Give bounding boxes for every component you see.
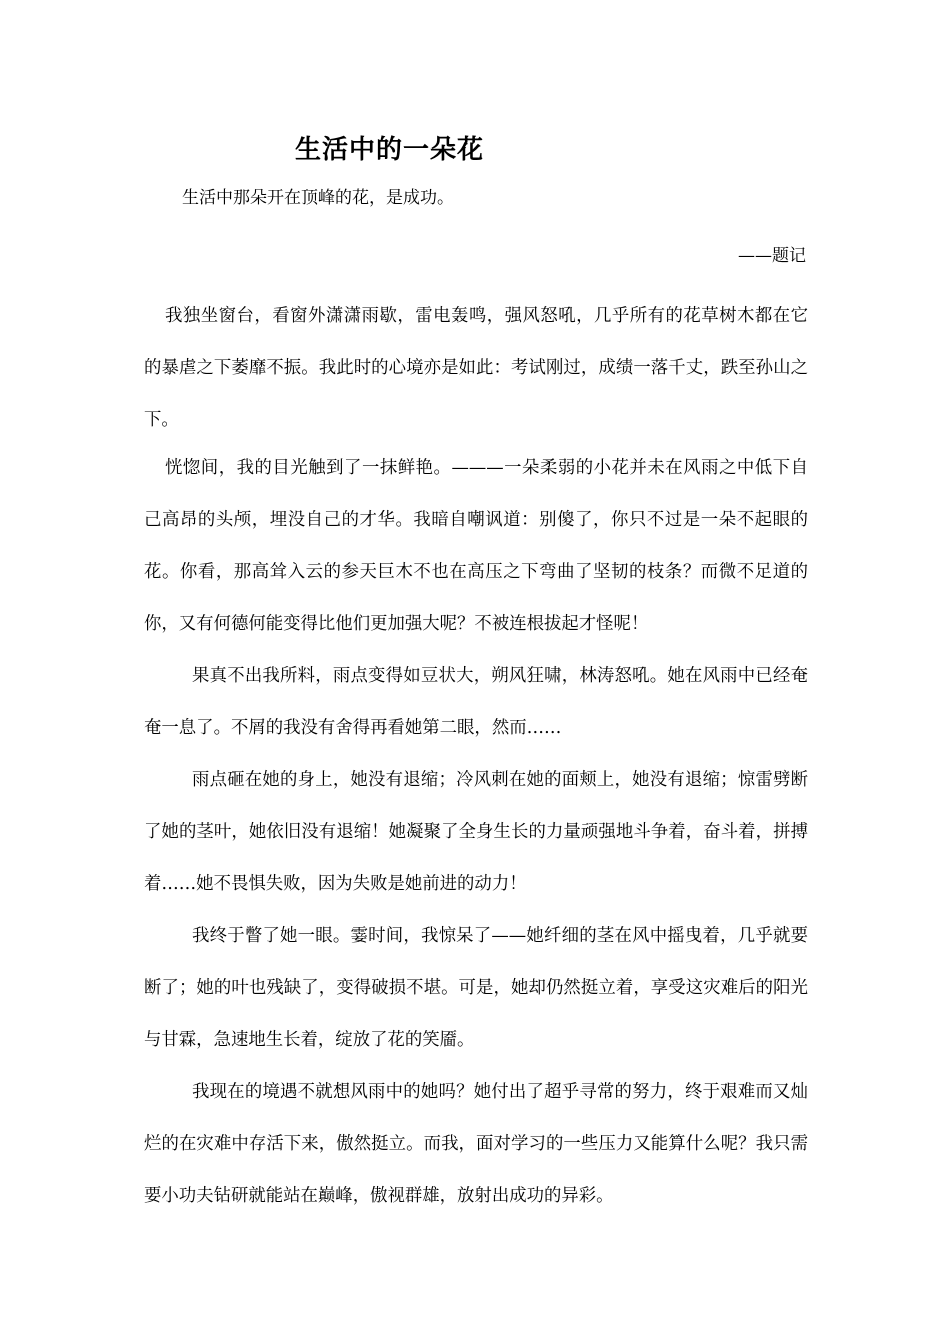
body-paragraph-4: 雨点砸在她的身上，她没有退缩；冷风刺在她的面颊上，她没有退缩；惊雷劈断了她的茎叶，她依旧没有退缩！她凝聚了全身生长的力量顽强地斗争着，奋斗着，拼搏着……她不畏惧失败，因为失败是她前进的动力！ (144, 770, 808, 894)
epigraph-attribution: ——题记 (738, 246, 806, 266)
body-paragraph-1: 我独坐窗台，看窗外潇潇雨歇，雷电轰鸣，强风怒吼，几乎所有的花草树木都在它的暴虐之下萎靡不振。我此时的心境亦是如此：考试刚过，成绩一落千丈，跌至孙山之下。 (144, 306, 808, 430)
essay-title: 生活中的一朵花 (295, 135, 485, 165)
body-paragraph-6: 我现在的境遇不就想风雨中的她吗？她付出了超乎寻常的努力，终于艰难而又灿烂的在灾难中存活下来，傲然挺立。而我，面对学习的一些压力又能算什么呢？我只需要小功夫钻研就能站在巅峰，傲视群雄，放射出成功的异彩。 (144, 1082, 808, 1206)
body-paragraph-5: 我终于瞥了她一眼。霎时间，我惊呆了——她纤细的茎在风中摇曳着，几乎就要断了；她的叶也残缺了，变得破损不堪。可是，她却仍然挺立着，享受这灾难后的阳光与甘霖，急速地生长着，绽放了花的笑靥。 (144, 926, 808, 1050)
body-paragraph-2: 恍惚间，我的目光触到了一抹鲜艳。———一朵柔弱的小花并未在风雨之中低下自己高昂的头颅，埋没自己的才华。我暗自嘲讽道：别傻了，你只不过是一朵不起眼的花。你看，那高耸入云的参天巨木不也在高压之下弯曲了坚韧的枝条？而微不足道的你，又有何德何能变得比他们更加强大呢？不被连根拔起才怪呢！ (144, 458, 808, 634)
epigraph: 生活中那朵开在顶峰的花，是成功。 (182, 188, 454, 208)
body-paragraph-3: 果真不出我所料，雨点变得如豆状大，朔风狂啸，林涛怒吼。她在风雨中已经奄奄一息了。不屑的我没有舍得再看她第二眼，然而…… (144, 666, 808, 738)
